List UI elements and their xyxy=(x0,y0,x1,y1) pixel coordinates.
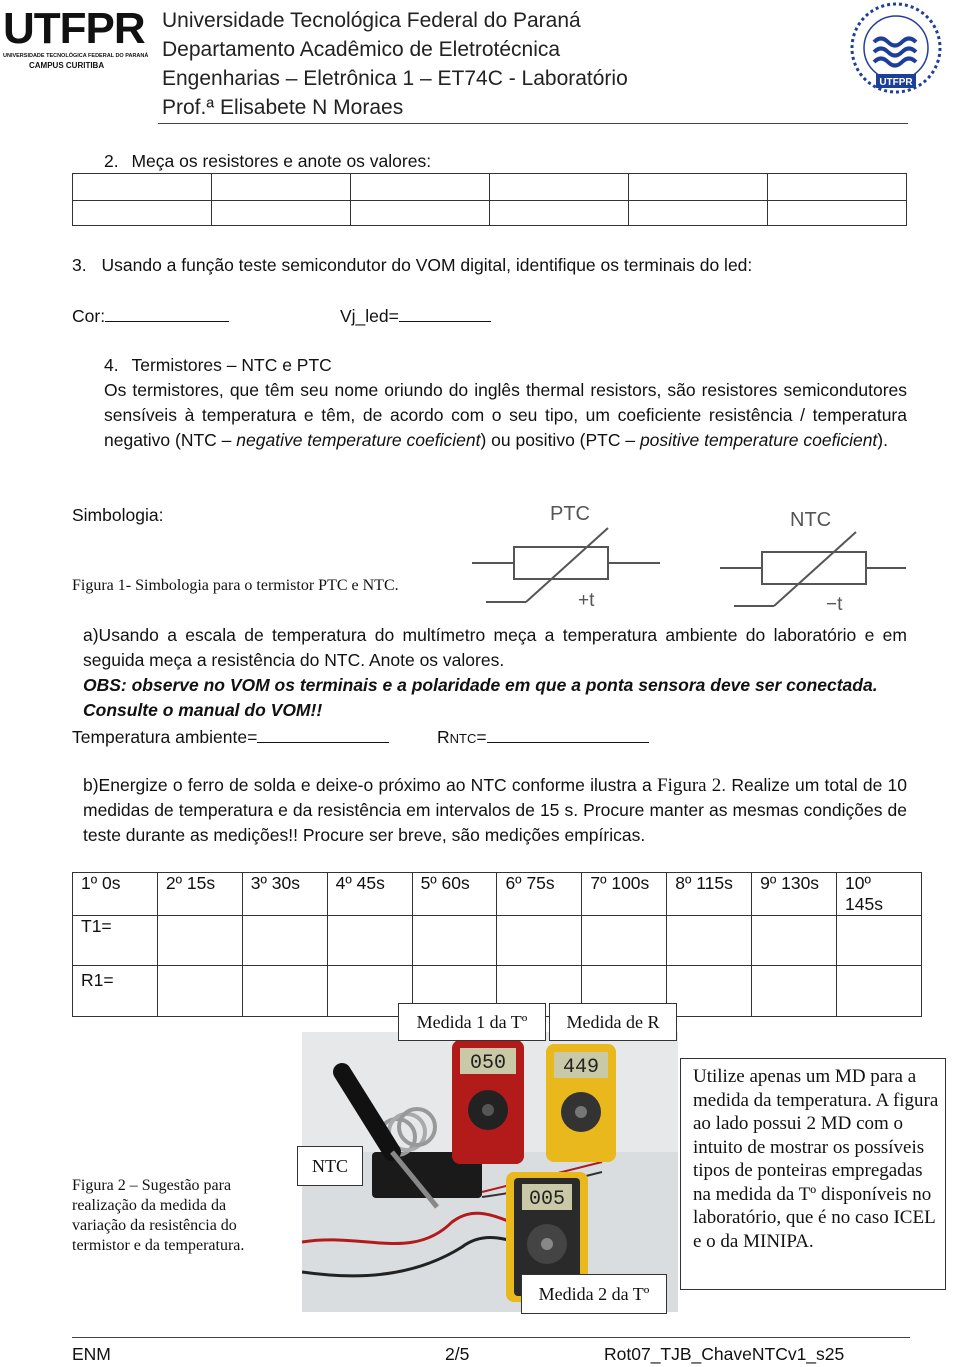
row-r-label: R1= xyxy=(73,966,158,1017)
t-cell[interactable] xyxy=(157,916,242,966)
part-b-text xyxy=(83,773,907,848)
label-medida-1-text: Medida 1 da Tº xyxy=(416,1012,528,1032)
r-cell[interactable] xyxy=(242,966,327,1017)
resistor-cell[interactable] xyxy=(490,201,629,226)
resistor-cell[interactable] xyxy=(73,174,212,201)
temp-field xyxy=(72,724,389,750)
resistor-cell[interactable] xyxy=(768,201,907,226)
vj-blank[interactable] xyxy=(399,303,491,322)
vj-label: Vj_led= xyxy=(340,306,399,326)
time-header: 6º 75s xyxy=(497,873,582,916)
header-university: Universidade Tecnológica Federal do Paraná xyxy=(162,9,581,32)
footer-right: Rot07_TJB_ChaveNTCv1_s25 xyxy=(604,1344,845,1364)
resistor-cell[interactable] xyxy=(351,174,490,201)
figure2-caption: Figura 2 – Sugestão para realização da medida da variação da resistência do termistor e da temperatura. xyxy=(72,1177,245,1254)
row-t-label: T1= xyxy=(73,916,158,966)
vj-field xyxy=(340,303,491,329)
para-italic1: negative temperature coeficient xyxy=(236,430,481,450)
time-header: 10º 145s xyxy=(837,873,922,916)
t-cell[interactable] xyxy=(752,916,837,966)
ptc-slash xyxy=(526,528,608,602)
resistor-cell[interactable] xyxy=(490,174,629,201)
r-eq: = xyxy=(476,727,487,747)
r-cell[interactable] xyxy=(837,966,922,1017)
ptc-t-label: +t xyxy=(578,590,595,611)
cor-field xyxy=(72,303,229,329)
time-header: 7º 100s xyxy=(582,873,667,916)
ntc-body xyxy=(762,552,866,584)
item4-title xyxy=(104,353,332,378)
figure2-note-text: Utilize apenas um MD para a medida da temperatura. A figura ao lado possui 2 MD com o intuito de mostrar os possíveis tipos de ponteiras empregadas na medida da Tº disponíveis no laboratório, que é no caso ICEL e o da MINIPA. xyxy=(693,1066,939,1252)
meter-3-display: 005 xyxy=(528,1188,566,1211)
resistor-cell[interactable] xyxy=(73,201,212,226)
resistor-cell[interactable] xyxy=(212,174,351,201)
r-cell[interactable] xyxy=(667,966,752,1017)
part-b-start: b)Energize o ferro de solda e deixe-o próximo ao NTC conforme ilustra a xyxy=(83,775,657,795)
header-rule xyxy=(158,123,908,124)
header-department: Departamento Acadêmico de Eletrotécnica xyxy=(162,38,561,61)
figure2-note xyxy=(680,1058,946,1290)
footer-page: 2/5 xyxy=(445,1344,470,1364)
resistor-cell[interactable] xyxy=(629,201,768,226)
figure2-ref: Figura 2 xyxy=(657,775,722,796)
utfpr-logo xyxy=(3,4,149,76)
measurement-table xyxy=(72,872,922,1017)
t-cell[interactable] xyxy=(667,916,752,966)
t-cell[interactable] xyxy=(242,916,327,966)
temp-blank[interactable] xyxy=(257,724,389,743)
cor-blank[interactable] xyxy=(105,303,229,322)
resistor-cell[interactable] xyxy=(768,174,907,201)
header-professor: Prof.ª Elisabete N Moraes xyxy=(162,96,404,119)
meter-2-display: 449 xyxy=(562,1056,600,1079)
simbologia-label: Simbologia: xyxy=(72,505,164,525)
label-medida-2-text: Medida 2 da Tº xyxy=(538,1284,650,1304)
label-medida-1 xyxy=(398,1003,546,1041)
seal-sub: UTFPR xyxy=(879,77,913,88)
resistor-cell[interactable] xyxy=(212,201,351,226)
t-cell[interactable] xyxy=(412,916,497,966)
header-text xyxy=(162,6,628,122)
para-start: Os termistores, que têm seu nome oriundo do inglês thermal resistors, são resistores semicondutores sensíveis à temperatura e têm, de acordo com o seu tipo, um coeficiente resistência / temperatura negativo (NTC – xyxy=(104,380,907,450)
label-medida-r-text: Medida de R xyxy=(566,1012,660,1032)
meter-1-display: 050 xyxy=(469,1052,507,1075)
resistor-cell[interactable] xyxy=(629,174,768,201)
figure1-caption: Figura 1- Simbologia para o termistor PTC e NTC. xyxy=(72,577,399,594)
eletrotecnica-seal xyxy=(836,2,956,94)
time-header: 8º 115s xyxy=(667,873,752,916)
time-header: 9º 130s xyxy=(752,873,837,916)
item3 xyxy=(72,253,752,278)
r-sub: NTC xyxy=(449,731,477,746)
part-a-text: a)Usando a escala de temperatura do multímetro meça a temperatura ambiente do laboratório e em seguida meça a resistência do NTC. Anote os valores. xyxy=(83,625,907,670)
t-cell[interactable] xyxy=(582,916,667,966)
ptc-body xyxy=(514,547,608,579)
item2-number: 2. xyxy=(104,151,119,171)
ntc-slash xyxy=(774,532,856,606)
resistor-table xyxy=(72,173,907,226)
item2 xyxy=(104,149,431,174)
thermistor-symbols xyxy=(470,498,910,616)
ntc-label: NTC xyxy=(790,509,832,531)
logo-sub2: CAMPUS CURITIBA xyxy=(29,61,105,70)
time-header: 4º 45s xyxy=(327,873,412,916)
label-medida-2 xyxy=(521,1274,667,1314)
r-cell[interactable] xyxy=(752,966,837,1017)
para-mid: ) ou positivo (PTC – xyxy=(480,430,640,450)
label-ntc xyxy=(297,1146,363,1186)
item2-text: Meça os resistores e anote os valores: xyxy=(131,151,432,171)
para-end: ). xyxy=(877,430,888,450)
resistor-cell[interactable] xyxy=(351,201,490,226)
rntc-blank[interactable] xyxy=(487,724,649,743)
item3-text: Usando a função teste semicondutor do VOM digital, identifique os terminais do led: xyxy=(101,255,753,275)
rntc-field xyxy=(437,724,649,751)
time-header: 2º 15s xyxy=(157,873,242,916)
ntc-t-label: −t xyxy=(826,594,843,615)
time-header: 5º 60s xyxy=(412,873,497,916)
t-cell[interactable] xyxy=(327,916,412,966)
t-cell[interactable] xyxy=(837,916,922,966)
t-cell[interactable] xyxy=(497,916,582,966)
item3-number: 3. xyxy=(72,255,87,275)
time-header: 3º 30s xyxy=(242,873,327,916)
temp-label: Temperatura ambiente= xyxy=(72,727,258,747)
item4-paragraph xyxy=(104,378,907,453)
para-italic2: positive temperature coeficient xyxy=(639,430,878,450)
footer-rule xyxy=(72,1337,910,1338)
footer-left: ENM xyxy=(72,1344,111,1364)
label-medida-r xyxy=(549,1003,677,1041)
part-b-end: . Realize um total de 10 medidas de temperatura e da resistência em intervalos de 15 s. Procure manter as mesmas condições de teste durante as medições!! Procure ser breve, são medições empíricas. xyxy=(83,775,908,845)
cor-label: Cor: xyxy=(72,306,106,326)
time-header: 1º 0s xyxy=(73,873,158,916)
item4-number: 4. xyxy=(104,355,119,375)
r-cell[interactable] xyxy=(157,966,242,1017)
logo-main: UTFPR xyxy=(3,4,145,53)
logo-sub1: UNIVERSIDADE TECNOLÓGICA FEDERAL DO PARANÁ xyxy=(3,53,149,59)
part-a-obs: OBS: observe no VOM os terminais e a polaridade em que a ponta sensora deve ser conectada. Consulte o manual do VOM!! xyxy=(83,675,878,720)
header-course: Engenharias – Eletrônica 1 – ET74C - Laboratório xyxy=(162,67,628,90)
item4-title-text: Termistores – NTC e PTC xyxy=(131,355,332,375)
r-label: R xyxy=(437,727,450,747)
label-ntc-text: NTC xyxy=(312,1156,348,1176)
ptc-label: PTC xyxy=(550,503,590,525)
